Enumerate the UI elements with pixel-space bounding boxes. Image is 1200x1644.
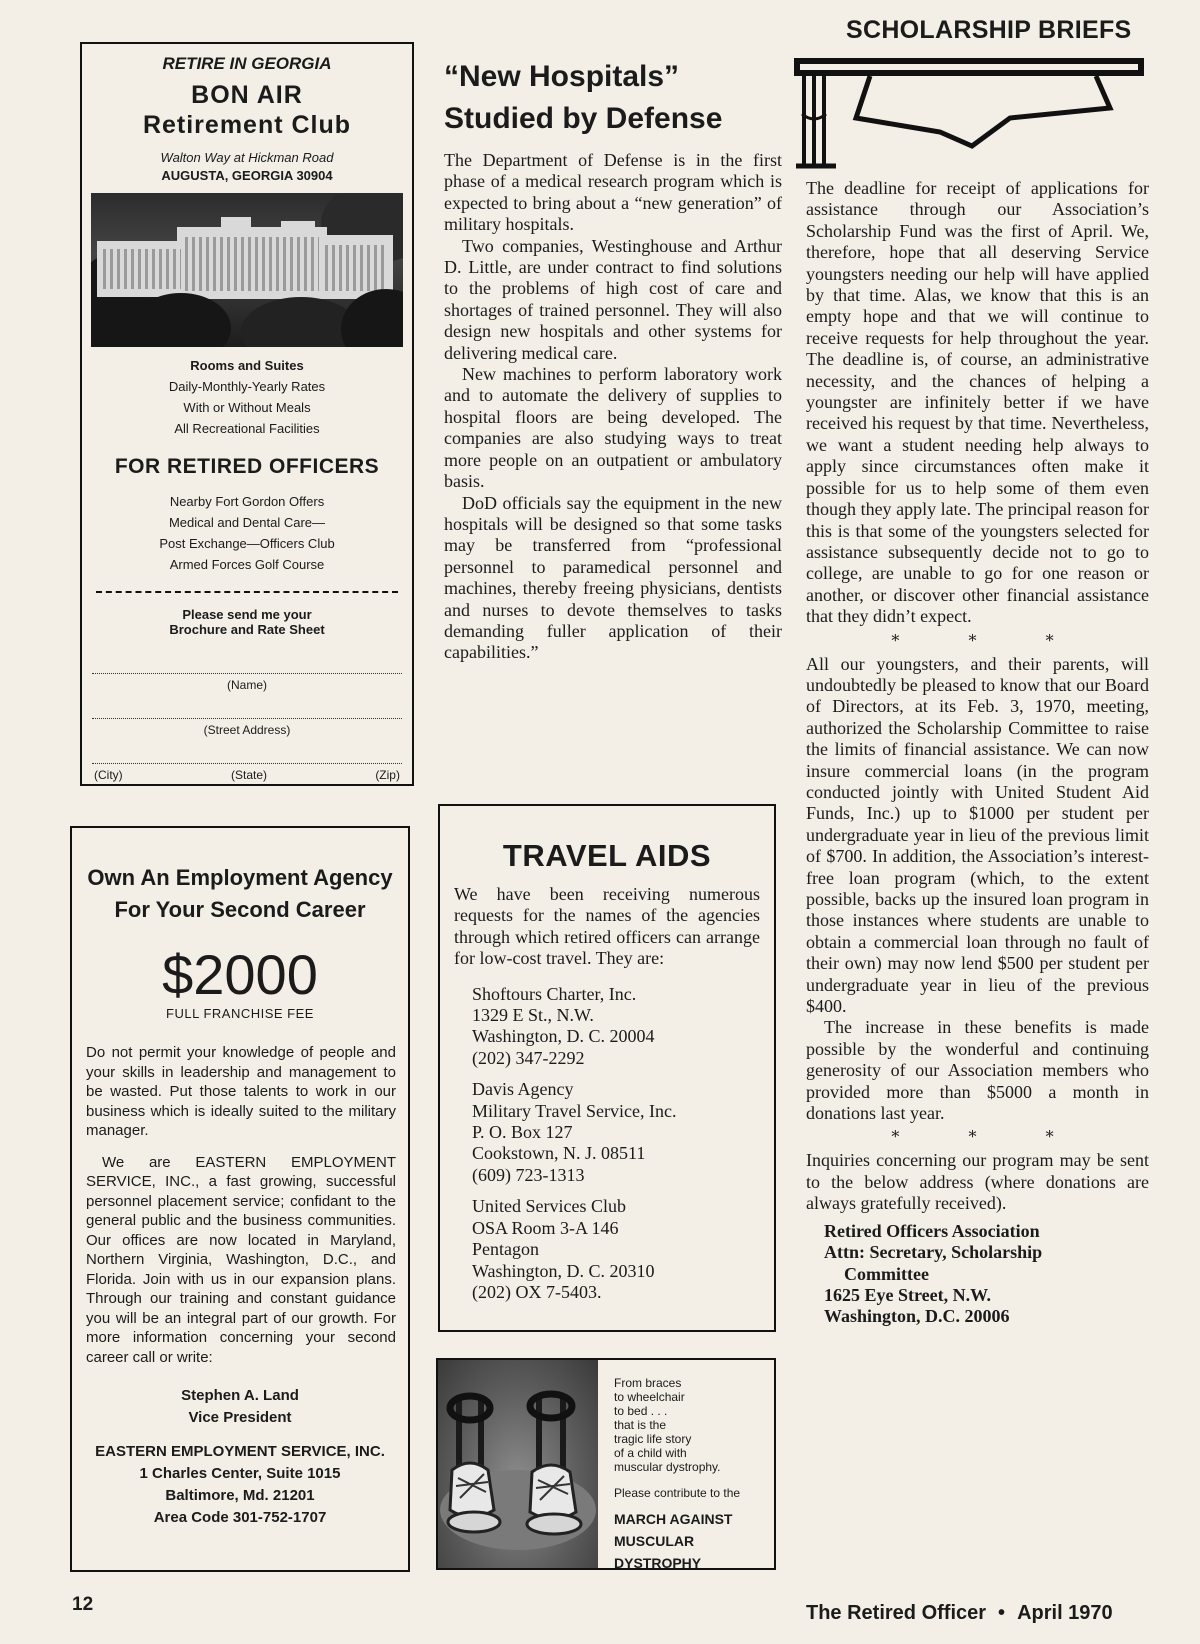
coupon-street-line[interactable] xyxy=(92,700,402,719)
page-number: 12 xyxy=(72,1594,94,1615)
agency-line: (609) 723-1313 xyxy=(472,1164,585,1185)
article-title-line2: Studied by Defense xyxy=(444,102,723,135)
ad-headline xyxy=(72,862,408,926)
travel-aids-intro: We have been receiving numerous requests for the names of the agencies through which retired officers can arrange for low-cost travel. They are: xyxy=(454,884,760,969)
company-city: Baltimore, Md. 21201 xyxy=(165,1487,315,1504)
mda-line: to bed . . . xyxy=(614,1404,668,1418)
ad-eastern-employment xyxy=(70,826,410,1572)
agency-line: Cookstown, N. J. 08511 xyxy=(472,1143,646,1164)
coupon-city-state-zip-line[interactable] xyxy=(92,745,402,764)
franchise-price: $2000 xyxy=(162,943,318,1006)
ad-kicker: RETIRE IN GEORGIA xyxy=(162,54,332,73)
leg-braces-illustration xyxy=(438,1360,598,1568)
article-title xyxy=(444,56,782,140)
ad-paragraph: Do not permit your knowledge of people and your skills in leadership and management to be wasted. Put those talents to work in our business which is ideally suited to the military manager. xyxy=(86,1044,396,1139)
address-line: Committee xyxy=(844,1263,929,1284)
contact-name: Stephen A. Land xyxy=(181,1387,299,1404)
coupon-request-line2: Brochure and Rate Sheet xyxy=(169,622,325,637)
scholarship-paragraph: The increase in these benefits is made possible by the wonderful and continuing generosity of our Association members who provided more than $5000 a month in donations last year. xyxy=(806,1017,1149,1124)
section-separator: * * * xyxy=(891,630,1086,650)
hotel-photo xyxy=(91,193,403,347)
agency-line: Pentagon xyxy=(472,1239,539,1260)
travel-aids-title: TRAVEL AIDS xyxy=(502,838,712,873)
scholarship-paragraph: All our youngsters, and their parents, will undoubtedly be pleased to know that our Board of Directors, at its Feb. 3, 1970, meeting, authorized the Scholarship Committee to raise the limits of financial assistance. We can now insure commercial loans (in the program conducted jointly with United Student Aid Funds, Inc.) up to $1000 per student per undergraduate year in lieu of the previous limit of $700. In addition, the Association’s interest-free loan program (which, to the extent possible, backs up the insured loan program in those instances where students are unable to obtain a commercial loan through no fault of their own) may now lend $500 per student per undergraduate year in lieu of the previous $400. xyxy=(806,653,1149,1017)
ad-club-name-line1: BON AIR xyxy=(191,81,303,109)
nearby-item: Medical and Dental Care— xyxy=(168,515,326,530)
footer-separator: • xyxy=(998,1602,1006,1624)
address-line: Attn: Secretary, Scholarship xyxy=(824,1242,1043,1263)
coupon-request-line1: Please send me your xyxy=(182,607,312,622)
article-paragraph: The Department of Defense is in the first phase of a medical research program which is expected to bring about a “new generation” of military hospitals. xyxy=(444,150,782,235)
nearby-item: Armed Forces Golf Course xyxy=(169,557,325,572)
scholarship-paragraph: The deadline for receipt of applications for assistance through our Association’s Scholarship Fund was the first of April. We, therefore, hope that all deserving Service youngsters needing our help will have applied by that time. Alas, we know that this is an empty hope and that we will continue to receive requests for help throughout the year. The deadline is, of course, an administrative necessity, and the chances of helping a youngster are infinitely better if we have received his request by that time. Nevertheless, we want a student needing help always to apply since circumstances often make it possible for us to help some of them even though they apply late. The principal reason for this is that some of the youngsters selected for assistance subsequently decide not to go to college, are unable to go for one reason or another, or discover other financial assistance that they didn’t expect. xyxy=(806,178,1149,627)
mda-line: From braces xyxy=(614,1376,682,1390)
address-line: 1625 Eye Street, N.W. xyxy=(824,1284,991,1305)
company-phone: Area Code 301-752-1707 xyxy=(153,1509,327,1526)
coupon-city-label: (City) xyxy=(94,768,123,782)
coupon-zip-label: (Zip) xyxy=(375,768,400,782)
agency-line: OSA Room 3-A 146 xyxy=(472,1217,619,1238)
contact-title: Vice President xyxy=(188,1409,292,1426)
agency-line: (202) 347-2292 xyxy=(472,1047,585,1068)
section-separator: * * * xyxy=(891,1127,1086,1147)
ad-club-name-line2: Retirement Club xyxy=(142,111,352,139)
company-street: 1 Charles Center, Suite 1015 xyxy=(139,1465,341,1482)
feature-item: With or Without Meals xyxy=(183,400,311,415)
feature-item: Daily-Monthly-Yearly Rates xyxy=(168,379,326,394)
address-line: Retired Officers Association xyxy=(824,1220,1040,1241)
mda-line: to wheelchair xyxy=(614,1390,685,1404)
agency-entry xyxy=(472,1196,760,1303)
nearby-item: Post Exchange—Officers Club xyxy=(159,536,335,551)
ad-street-address: Walton Way at Hickman Road xyxy=(160,150,334,165)
franchise-fee-label: FULL FRANCHISE FEE xyxy=(166,1006,314,1021)
coupon-name-label: (Name) xyxy=(226,678,267,692)
leg-braces-photo xyxy=(438,1360,598,1568)
mda-copy xyxy=(598,1360,774,1571)
mda-line: muscular dystrophy. xyxy=(614,1460,721,1474)
ad-paragraph: We are EASTERN EMPLOYMENT SERVICE, INC., a fast growing, successful personnel placement service; confidant to the general public and the business communities. Our offices are now located in Maryland, Northern Virginia, Washington, D.C., and Florida. Join with us in our expansion plans. Through our training and constant guidance you will be an integral part of our growth. For more information concerning your second career call or write: xyxy=(86,1153,396,1366)
mailing-address xyxy=(824,1221,1149,1328)
article-paragraph: New machines to perform laboratory work and to automate the delivery of supplies to hospital floors are being developed. The companies are also studying ways to treat more people on an outpatient or ambulatory basis. xyxy=(444,364,782,492)
coupon-state-label: (State) xyxy=(230,768,267,782)
ad-for-retired-officers: FOR RETIRED OFFICERS xyxy=(114,455,380,478)
ad-city-address: AUGUSTA, GEORGIA 30904 xyxy=(161,168,333,183)
mda-line: tragic life story xyxy=(614,1432,692,1446)
desk-table-illustration xyxy=(790,54,1150,174)
travel-aids-box xyxy=(438,804,776,1332)
company-name: EASTERN EMPLOYMENT SERVICE, INC. xyxy=(95,1443,385,1460)
agency-line: Shoftours Charter, Inc. xyxy=(472,983,637,1004)
agency-line: 1329 E St., N.W. xyxy=(472,1005,594,1026)
feature-item: All Recreational Facilities xyxy=(174,421,320,436)
headline-line2: For Your Second Career xyxy=(114,897,366,922)
article-new-hospitals xyxy=(444,56,782,664)
feature-item: Rooms and Suites xyxy=(190,358,304,373)
article-paragraph: DoD officials say the equipment in the new hospitals will be designed so that some tasks may be transferred from “professional personnel to paramedical personnel and machines, thereby freeing physicians, dentists and nurses to devote themselves to tasks demanding fuller application of their capabilities.” xyxy=(444,492,782,663)
issue-date: April 1970 xyxy=(1017,1602,1113,1624)
coupon-name-line[interactable] xyxy=(92,655,402,674)
agency-line: P. O. Box 127 xyxy=(472,1122,573,1143)
mda-call-to-action: Please contribute to the xyxy=(614,1486,741,1500)
nearby-item: Nearby Fort Gordon Offers xyxy=(169,494,325,509)
mda-org-line2: MUSCULAR DYSTROPHY xyxy=(614,1533,702,1571)
ad-bon-air-retirement-club xyxy=(80,42,414,786)
publication-name: The Retired Officer xyxy=(806,1602,987,1624)
agency-line: Washington, D. C. 20310 xyxy=(472,1260,655,1281)
agency-line: (202) OX 7-5403. xyxy=(472,1281,602,1302)
agency-line: Washington, D. C. 20004 xyxy=(472,1026,655,1047)
coupon-cut-line xyxy=(96,591,398,593)
scholarship-article xyxy=(806,178,1149,1328)
agency-entry xyxy=(472,1079,760,1186)
ad-features xyxy=(82,355,412,439)
agency-line: United Services Club xyxy=(472,1196,626,1217)
section-title: SCHOLARSHIP BRIEFS xyxy=(846,16,1132,44)
mda-org-line1: MARCH AGAINST xyxy=(614,1511,733,1527)
headline-line1: Own An Employment Agency xyxy=(87,865,393,890)
agency-line: Military Travel Service, Inc. xyxy=(472,1100,677,1121)
ad-company-address xyxy=(72,1441,408,1529)
scholarship-paragraph: Inquiries concerning our program may be sent to the below address (where donations are always gratefully received). xyxy=(806,1150,1149,1214)
ad-contact xyxy=(72,1385,408,1429)
coupon-street-label: (Street Address) xyxy=(203,723,291,737)
address-line: Washington, D.C. 20006 xyxy=(824,1306,1010,1327)
agency-entry xyxy=(472,984,760,1070)
mda-org-name xyxy=(614,1508,766,1574)
ad-muscular-dystrophy xyxy=(436,1358,776,1570)
mda-line: that is the xyxy=(614,1418,667,1432)
ad-nearby-list xyxy=(82,491,412,575)
agency-line: Davis Agency xyxy=(472,1079,574,1100)
article-title-line1: “New Hospitals” xyxy=(444,60,680,93)
mda-line: of a child with xyxy=(614,1446,687,1460)
footer-publication xyxy=(806,1602,1113,1625)
article-paragraph: Two companies, Westinghouse and Arthur D. Little, are under contract to find solutions to the problems of high cost of care and shortages of trained personnel. They will also design new hospitals and other systems for delivering medical care. xyxy=(444,235,782,363)
